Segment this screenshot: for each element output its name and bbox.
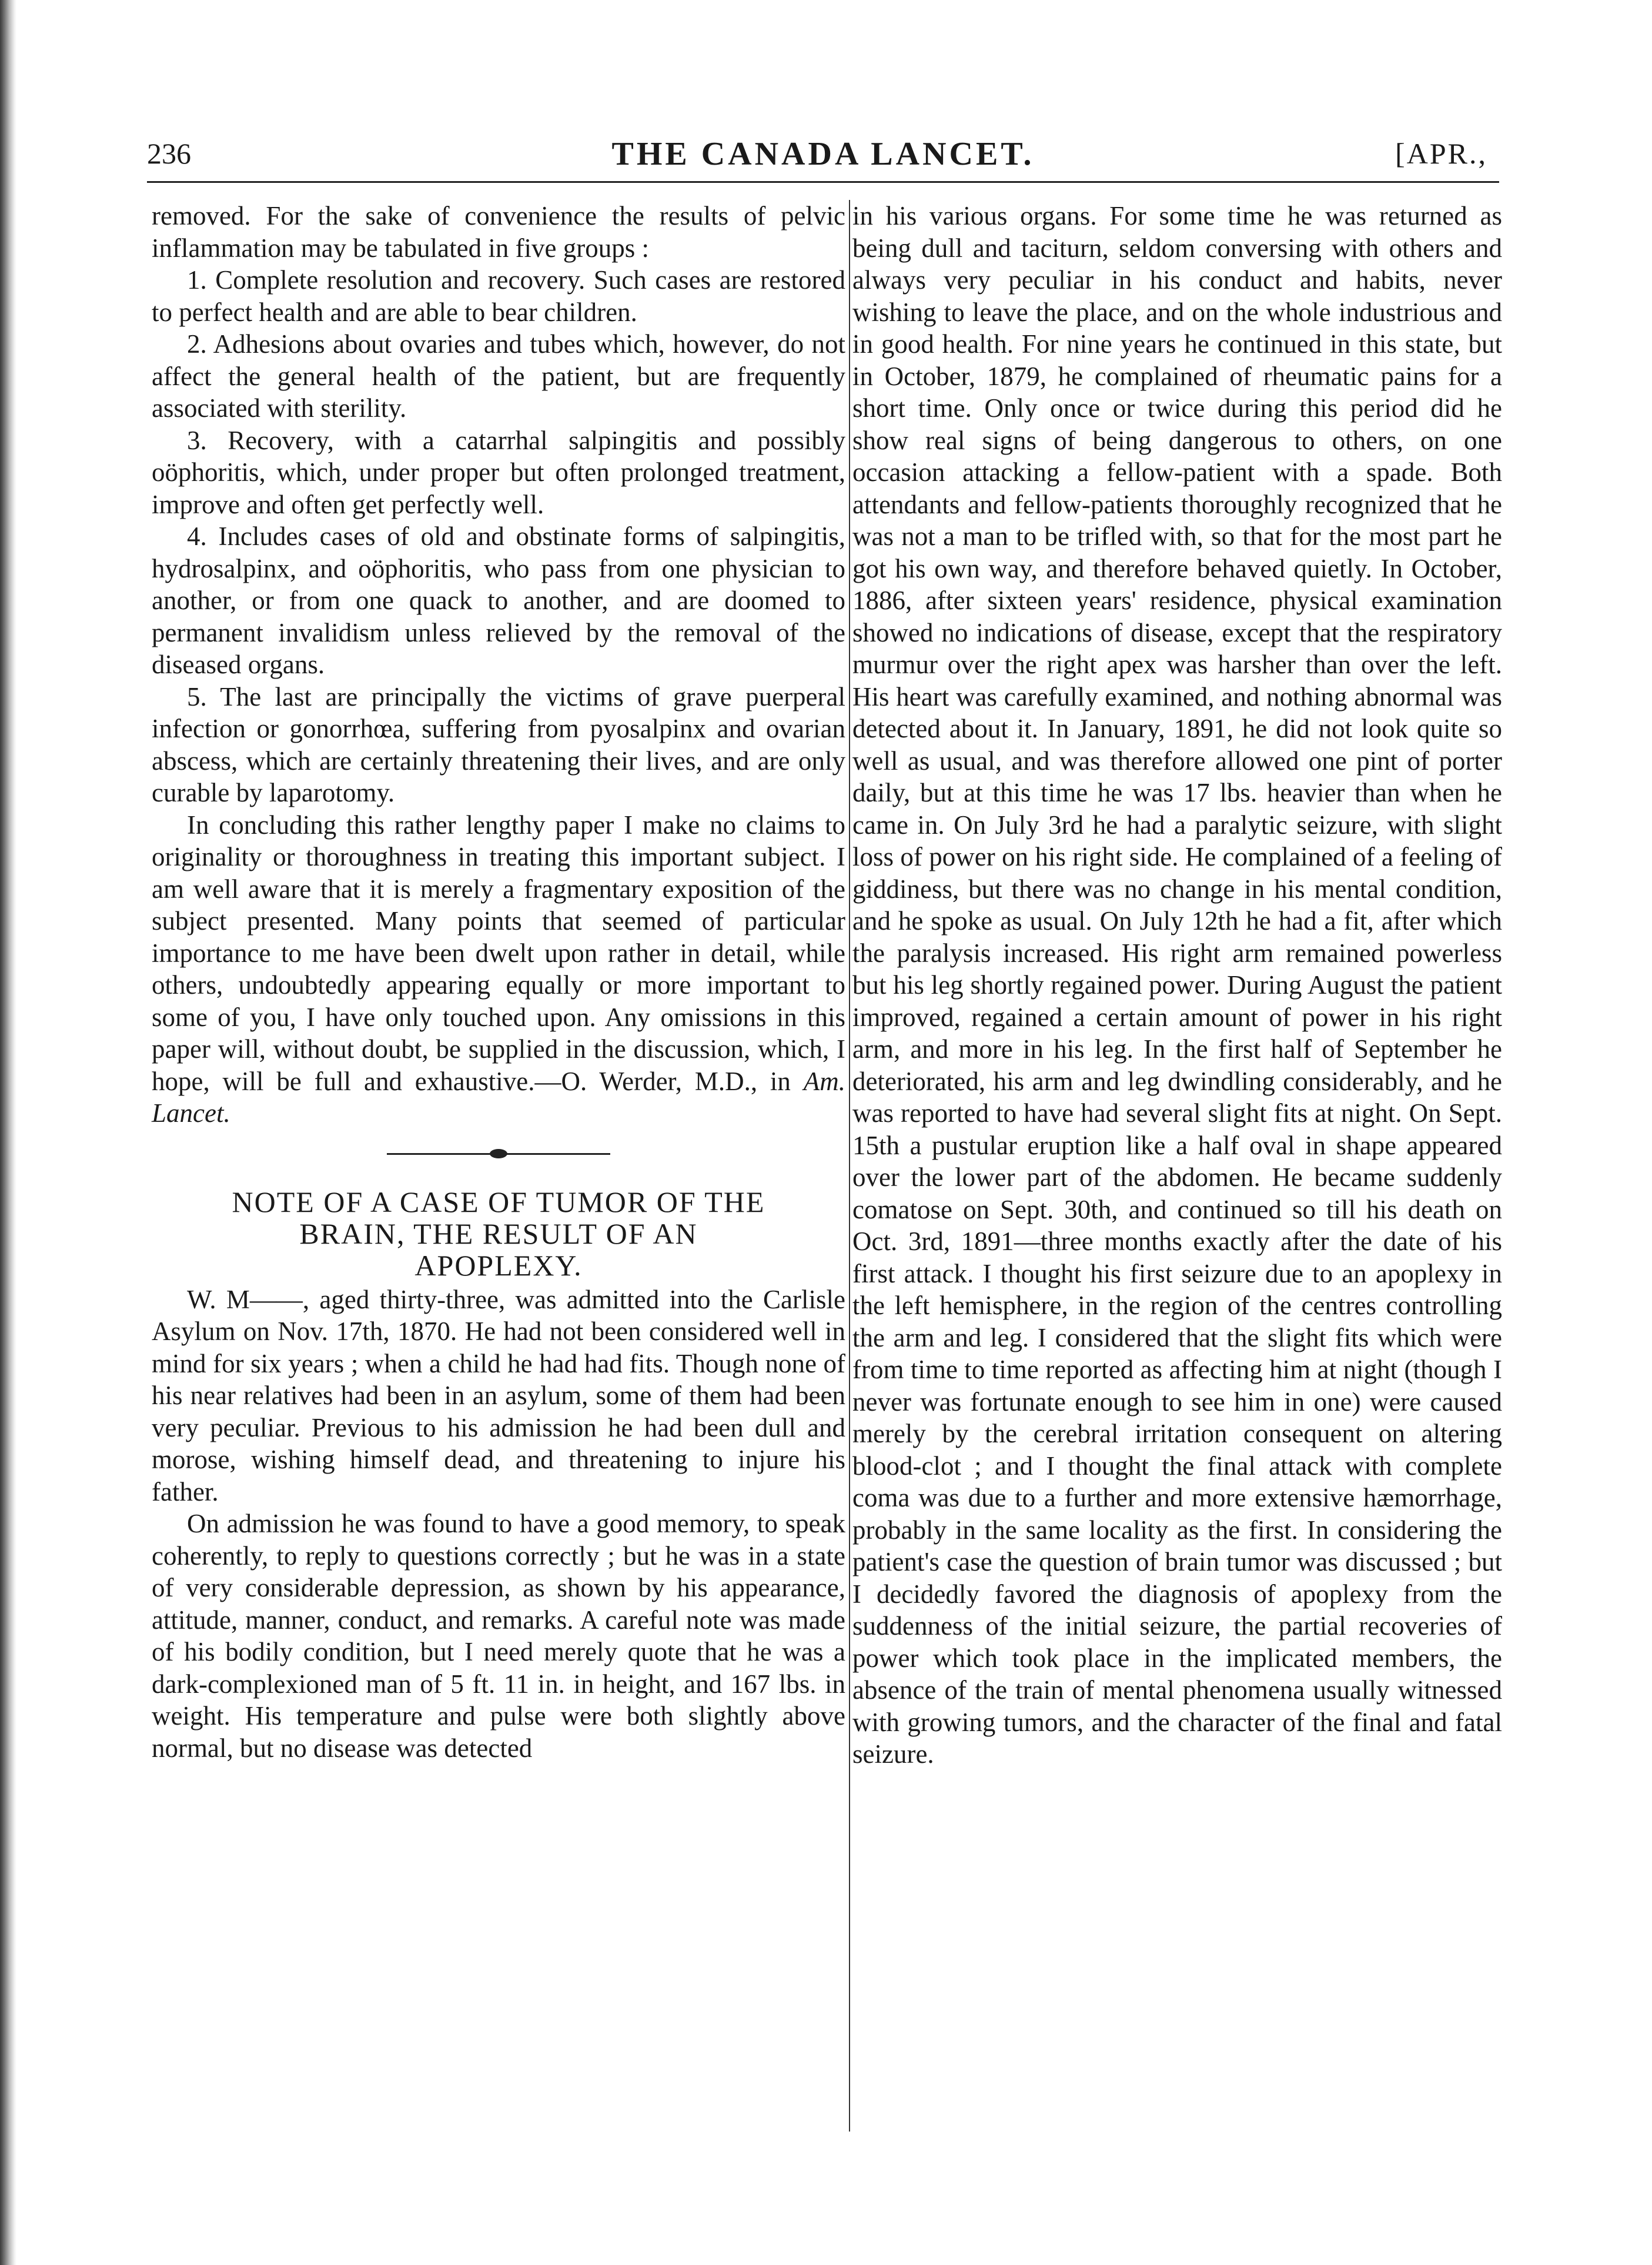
group-4-paragraph: 4. Includes cases of old and obstinate forms of salpingitis, hydrosalpinx, and oöphoritis, who pass from one physician to another, or from one quack to another, and are doomed to permanent invalidism unless relieved by the removal of the diseased organs. xyxy=(152,522,845,679)
intro-paragraph: removed. For the sake of convenience the results of pelvic inflammation may be tabulated in five groups : xyxy=(152,201,845,263)
page-binding-edge xyxy=(0,0,16,2265)
article-title-line-1: NOTE OF A CASE OF TUMOR OF THE xyxy=(232,1185,765,1218)
header-date: [APR., xyxy=(1395,137,1487,170)
conclusion-paragraph xyxy=(152,809,845,1130)
article-title-line-2: BRAIN, THE RESULT OF AN xyxy=(299,1217,698,1250)
group-1-paragraph: 1. Complete resolution and recovery. Such cases are restored to perfect health and are able to bear children. xyxy=(152,265,845,327)
source-journal: Am. Lancet. xyxy=(152,1066,845,1128)
conclusion-text: In concluding this rather lengthy paper I make no claims to originality or thoroughness in treating this important subject. I am well aware that it is merely a fragmentary exposition of the subject presented. Many points that seemed of particular importance to me have been dwelt upon rather in detail, while others, undoubtedly appearing equally or more important to some of you, I have only touched upon. Any omissions in this paper will, without doubt, be supplied in the discussion, which, I hope, will be full and exhaustive.—O. Werder, M.D., in xyxy=(152,810,845,1096)
right-column xyxy=(852,200,1502,1770)
left-column xyxy=(152,200,845,1764)
group-5-paragraph: 5. The last are principally the victims of grave puerperal infection or gonorrhœa, suffering from pyosalpinx and ovarian abscess, which are certainly threatening their lives, and are only curable by laparotomy. xyxy=(152,681,845,807)
journal-title: THE CANADA LANCET. xyxy=(611,136,1035,172)
column-divider xyxy=(849,200,850,2132)
group-2-paragraph: 2. Adhesions about ovaries and tubes which, however, do not affect the general health of the patient, but are frequently associated with sterility. xyxy=(152,329,845,423)
page-number: 236 xyxy=(147,137,191,170)
article-title-line-3: APOPLEXY. xyxy=(414,1248,583,1282)
article-title xyxy=(152,1186,845,1281)
case-paragraph-2: On admission he was found to have a good memory, to speak coherently, to reply to questions correctly ; but he was in a state of very considerable depression, as shown by his appearance, attitude, manner, conduct, and remarks. A careful note was made of his bodily condition, but I need merely quote that he was a dark-complexioned man of 5 ft. 11 in. in height, and 167 lbs. in weight. His temperature and pulse were both slightly above normal, but no disease was detected xyxy=(152,1509,845,1763)
section-separator xyxy=(387,1145,610,1162)
case-paragraph-1: W. M——, aged thirty-three, was admitted into the Carlisle Asylum on Nov. 17th, 1870. He had not been considered well in mind for six years ; when a child he had had fits. Though none of his near relatives had been in an asylum, some of them had been very peculiar. Previous to his admission he had been dull and morose, wishing himself dead, and threatening to injure his father. xyxy=(152,1284,845,1506)
group-3-paragraph: 3. Recovery, with a catarrhal salpingitis and possibly oöphoritis, which, under proper but often prolonged treatment, improve and often get perfectly well. xyxy=(152,425,845,519)
running-header xyxy=(147,134,1499,183)
case-continued-paragraph: in his various organs. For some time he was returned as being dull and taciturn, seldom conversing with others and always very peculiar in his conduct and habits, never wishing to leave the place, and on the whole industrious and in good health. For nine years he continued in this state, but in October, 1879, he complained of rheumatic pains for a short time. Only once or twice during this period did he show real signs of being dangerous to others, on one occasion attacking a fellow-patient with a spade. Both attendants and fellow-patients thoroughly recognized that he was not a man to be trifled with, so that for the most part he got his own way, and therefore behaved quietly. In October, 1886, after sixteen years' residence, physical examination showed no indications of disease, except that the respiratory murmur over the right apex was harsher than over the left. His heart was carefully examined, and nothing abnormal was detected about it. In January, 1891, he did not look quite so well as usual, and was therefore allowed one pint of porter daily, but at this time he was 17 lbs. heavier than when he came in. On July 3rd he had a paralytic seizure, with slight loss of power on his right side. He complained of a feeling of giddiness, but there was no change in his mental condition, and he spoke as usual. On July 12th he had a fit, after which the paralysis increased. His right arm remained powerless but his leg shortly regained power. During August the patient improved, regained a certain amount of power in his right arm, and more in his leg. In the first half of September he deteriorated, his arm and leg dwindling considerably, and he was reported to have had several slight fits at night. On Sept. 15th a pustular eruption like a half oval in shape appeared over the lower part of the abdomen. He became suddenly comatose on Sept. 30th, and continued so till his death on Oct. 3rd, 1891—three months exactly after the date of his first attack. I thought his first seizure due to an apoplexy in the left hemisphere, in the region of the centres controlling the arm and leg. I considered that the slight fits which were from time to time reported as affecting him at night (though I never was fortunate enough to see him in one) were caused merely by the cerebral irritation consequent on altering blood-clot ; and I thought the final attack with complete coma was due to a further and more extensive hæmorrhage, probably in the same locality as the first. In considering the patient's case the question of brain tumor was discussed ; but I decidedly favored the diagnosis of apoplexy from the suddenness of the initial seizure, the partial recoveries of power which took place in the implicated members, the absence of the train of mental phenomena usually witnessed with growing tumors, and the character of the final and fatal seizure. xyxy=(852,201,1502,1769)
